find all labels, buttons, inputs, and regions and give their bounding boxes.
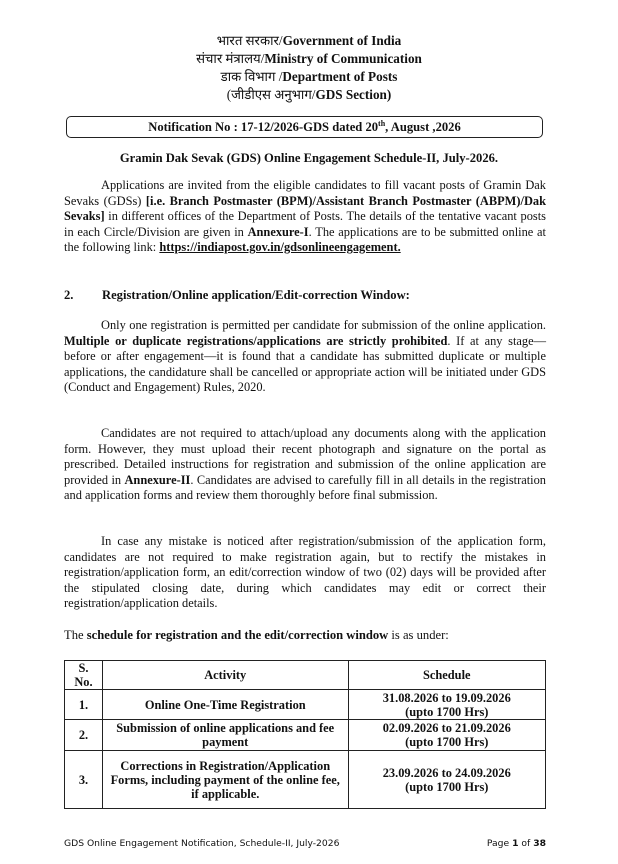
document-subject: Gramin Dak Sevak (GDS) Online Engagement Schedule-II, July-2026. [119, 151, 499, 165]
row-activity: Corrections in Registration/Application Forms, including payment of the online fee, if applicable. [102, 751, 348, 809]
schedule-lead-text: The schedule for registration and the edit/correction window is as under: [64, 628, 449, 642]
page-number: Page 1 of 38 [486, 838, 546, 849]
table-row [65, 690, 546, 720]
paragraph-registration-rules: Only one registration is permitted per candidate for submission of the online application. Multiple or duplicate registrations/applications are strictly prohibited. If at any stage—before or after engagement—it is found that a candidate has submitted duplicate or multiple applications, the candidature shall be cancelled or appropriate action will be initiated under GDS (Conduct and Engagement) Rules, 2020. [64, 318, 546, 395]
row-sno: 3. [65, 751, 103, 809]
schedule-table [64, 660, 546, 809]
header-line-3: डाक विभाग /Department of Posts [220, 69, 398, 84]
header-line-4: (जीडीएस अनुभाग/GDS Section) [226, 87, 392, 102]
paragraph-intro: Applications are invited from the eligible candidates to fill vacant posts of Gramin Dak Sevaks (GDSs) [i.e. Branch Postmaster (BPM)/Assistant Branch Postmaster (ABPM)/Dak Sevaks] in different offices of the Department of Posts. The details of the tentative vacant posts in each Circle/Division are given in Annexure-I. The applications are to be submitted online at the following link: https://indiapost.gov.in/gdsonlineengagement. [64, 178, 546, 255]
paragraph-corrections: In case any mistake is noticed after registration/submission of the application form, candidates are not required to make registration again, but to rectify the mistakes in registration/application form, an edit/correction window of two (02) days will be provided after the stipulated closing date, during which candidates may edit or correct their registration/application details. [64, 534, 546, 611]
row-activity: Online One-Time Registration [102, 690, 348, 720]
table-row [65, 751, 546, 809]
row-activity: Submission of online applications and fee payment [102, 720, 348, 751]
table-header-row [65, 661, 546, 690]
header-line-2: संचार मंत्रालय/Ministry of Communication [196, 51, 422, 66]
row-sno: 2. [65, 720, 103, 751]
notification-number-box: Notification No : 17-12/2026-GDS dated 20th, August ,2026 [66, 116, 543, 138]
row-schedule: 02.09.2026 to 21.09.2026 (upto 1700 Hrs) [348, 720, 545, 751]
header-activity: Activity [102, 661, 348, 690]
section-2-heading: 2. Registration/Online application/Edit-correction Window: [64, 288, 410, 302]
table-row [65, 720, 546, 751]
header-schedule: Schedule [348, 661, 545, 690]
page-footer [64, 838, 546, 849]
engagement-link[interactable]: https://indiapost.gov.in/gdsonlineengagement. [159, 240, 401, 255]
row-sno: 1. [65, 690, 103, 720]
paragraph-documents: Candidates are not required to attach/upload any documents along with the application form. However, they must upload their recent photograph and signature on the portal as prescribed. Detailed instructions for registration and submission of the online application are provided in Annexure-II. Candidates are advised to carefully fill in all details in the registration and application forms and review them thoroughly before final submission. [64, 426, 546, 503]
document-header [0, 32, 618, 104]
header-line-1: भारत सरकार/Government of India [216, 33, 402, 48]
footer-title: GDS Online Engagement Notification, Schedule-II, July-2026 [64, 838, 340, 849]
header-sno: S. No. [65, 661, 103, 690]
row-schedule: 31.08.2026 to 19.09.2026 (upto 1700 Hrs) [348, 690, 545, 720]
row-schedule: 23.09.2026 to 24.09.2026 (upto 1700 Hrs) [348, 751, 545, 809]
